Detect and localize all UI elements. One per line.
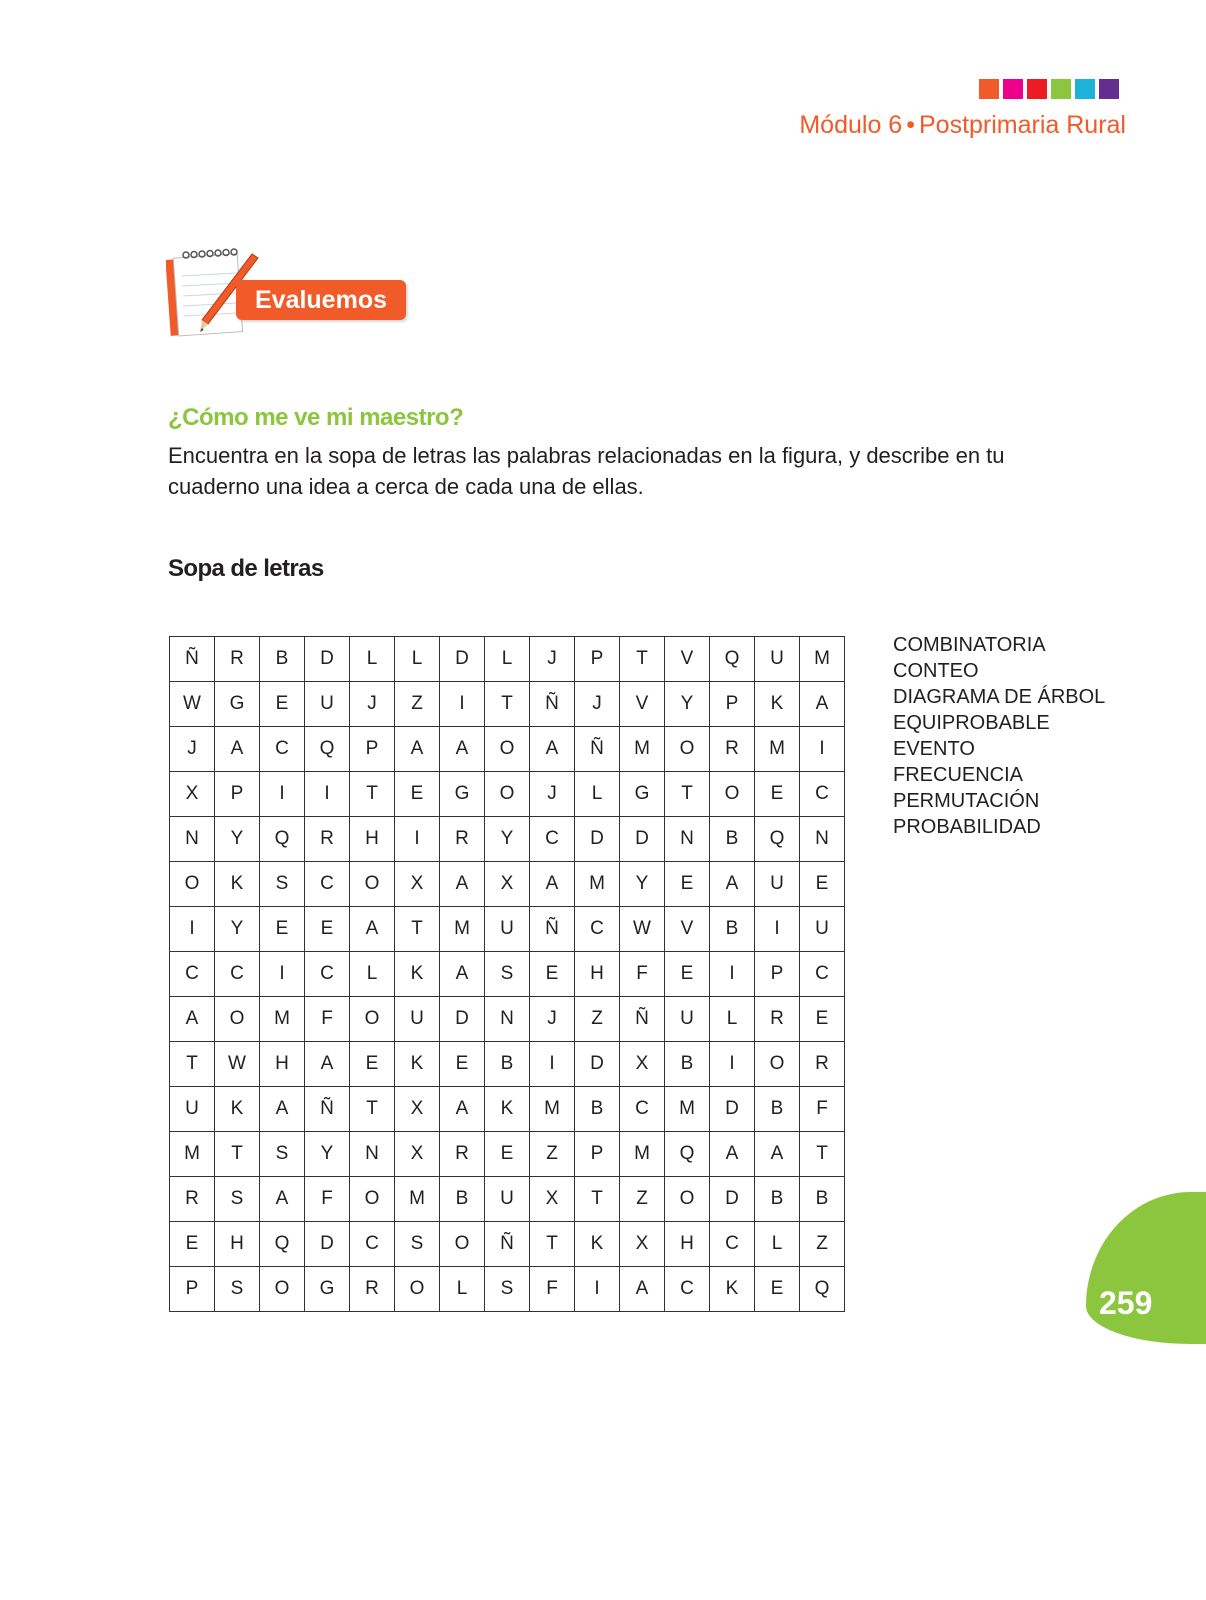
grid-cell: A — [710, 1132, 755, 1177]
grid-cell: C — [800, 772, 845, 817]
grid-cell: B — [755, 1177, 800, 1222]
grid-row — [170, 772, 845, 817]
grid-cell: K — [215, 1087, 260, 1132]
grid-cell: A — [305, 1042, 350, 1087]
grid-cell: Y — [620, 862, 665, 907]
grid-cell: M — [395, 1177, 440, 1222]
grid-cell: W — [620, 907, 665, 952]
grid-cell: W — [215, 1042, 260, 1087]
word-list-item: FRECUENCIA — [893, 764, 1024, 786]
grid-cell: B — [260, 637, 305, 682]
grid-cell: O — [665, 1177, 710, 1222]
grid-cell: O — [260, 1267, 305, 1312]
grid-cell: A — [350, 907, 395, 952]
grid-cell: F — [305, 997, 350, 1042]
grid-cell: R — [215, 637, 260, 682]
grid-cell: A — [710, 862, 755, 907]
grid-cell: S — [215, 1177, 260, 1222]
grid-cell: K — [755, 682, 800, 727]
grid-cell: I — [440, 682, 485, 727]
grid-cell: X — [620, 1222, 665, 1267]
grid-cell: S — [260, 862, 305, 907]
grid-cell: V — [665, 907, 710, 952]
grid-cell: L — [485, 637, 530, 682]
word-search-title: Sopa de letras — [168, 555, 324, 582]
grid-cell: Ñ — [485, 1222, 530, 1267]
grid-cell: B — [485, 1042, 530, 1087]
grid-cell: J — [170, 727, 215, 772]
grid-cell: A — [440, 727, 485, 772]
grid-cell: G — [215, 682, 260, 727]
grid-cell: R — [440, 1132, 485, 1177]
header-separator: • — [906, 111, 915, 139]
grid-cell: L — [575, 772, 620, 817]
grid-cell: L — [440, 1267, 485, 1312]
grid-cell: D — [710, 1087, 755, 1132]
grid-cell: R — [440, 817, 485, 862]
grid-cell: J — [530, 772, 575, 817]
grid-cell: C — [260, 727, 305, 772]
grid-cell: D — [620, 817, 665, 862]
word-list-item: PERMUTACIÓN — [893, 790, 1040, 812]
grid-cell: E — [170, 1222, 215, 1267]
evaluemos-label: Evaluemos — [236, 280, 406, 320]
grid-cell: C — [800, 952, 845, 997]
grid-cell: N — [170, 817, 215, 862]
grid-cell: R — [800, 1042, 845, 1087]
grid-row — [170, 682, 845, 727]
grid-cell: P — [215, 772, 260, 817]
grid-cell: Y — [485, 817, 530, 862]
grid-cell: E — [530, 952, 575, 997]
grid-cell: I — [260, 772, 305, 817]
grid-cell: E — [665, 862, 710, 907]
grid-cell: O — [395, 1267, 440, 1312]
grid-cell: S — [485, 952, 530, 997]
grid-cell: Ñ — [305, 1087, 350, 1132]
color-square — [1075, 79, 1095, 99]
grid-cell: A — [440, 1087, 485, 1132]
grid-cell: S — [260, 1132, 305, 1177]
section-subtitle: ¿Cómo me ve mi maestro? — [168, 404, 464, 431]
grid-cell: R — [350, 1267, 395, 1312]
grid-cell: H — [260, 1042, 305, 1087]
grid-cell: B — [800, 1177, 845, 1222]
grid-cell: T — [350, 1087, 395, 1132]
grid-row — [170, 1042, 845, 1087]
grid-cell: M — [260, 997, 305, 1042]
grid-cell: R — [170, 1177, 215, 1222]
grid-cell: L — [350, 637, 395, 682]
grid-cell: F — [530, 1267, 575, 1312]
grid-cell: R — [305, 817, 350, 862]
grid-cell: H — [215, 1222, 260, 1267]
grid-row — [170, 727, 845, 772]
grid-cell: K — [710, 1267, 755, 1312]
grid-cell: A — [800, 682, 845, 727]
instructions-text: Encuentra en la sopa de letras las palabras relacionadas en la figura, y describe en tu cuaderno una idea a cerca de cada una de ellas. — [168, 443, 1005, 499]
grid-row — [170, 1087, 845, 1132]
grid-cell: X — [620, 1042, 665, 1087]
grid-cell: K — [395, 1042, 440, 1087]
grid-cell: S — [395, 1222, 440, 1267]
grid-row — [170, 1267, 845, 1312]
grid-cell: I — [710, 1042, 755, 1087]
grid-cell: I — [170, 907, 215, 952]
word-list-item: PROBABILIDAD — [893, 816, 1041, 838]
color-square — [1027, 79, 1047, 99]
grid-cell: A — [260, 1177, 305, 1222]
word-search-grid — [169, 636, 845, 1312]
grid-cell: Ñ — [530, 907, 575, 952]
grid-cell: B — [575, 1087, 620, 1132]
grid-cell: X — [395, 862, 440, 907]
grid-cell: E — [395, 772, 440, 817]
grid-cell: D — [575, 817, 620, 862]
grid-cell: N — [665, 817, 710, 862]
word-list-item: COMBINATORIA — [893, 634, 1046, 656]
grid-cell: C — [710, 1222, 755, 1267]
grid-cell: E — [485, 1132, 530, 1177]
grid-cell: R — [755, 997, 800, 1042]
program-label: Postprimaria Rural — [918, 111, 1126, 139]
grid-cell: E — [350, 1042, 395, 1087]
grid-cell: T — [170, 1042, 215, 1087]
grid-cell: B — [665, 1042, 710, 1087]
grid-cell: Y — [215, 907, 260, 952]
grid-cell: V — [620, 682, 665, 727]
grid-cell: B — [710, 817, 755, 862]
grid-cell: C — [620, 1087, 665, 1132]
word-list-item: EQUIPROBABLE — [893, 712, 1050, 734]
grid-cell: C — [170, 952, 215, 997]
color-square — [1051, 79, 1071, 99]
grid-cell: D — [440, 997, 485, 1042]
grid-cell: X — [170, 772, 215, 817]
grid-cell: U — [755, 637, 800, 682]
grid-cell: C — [305, 862, 350, 907]
grid-cell: Q — [800, 1267, 845, 1312]
grid-cell: Y — [305, 1132, 350, 1177]
grid-cell: Z — [620, 1177, 665, 1222]
grid-cell: N — [800, 817, 845, 862]
grid-cell: P — [575, 1132, 620, 1177]
grid-cell: B — [710, 907, 755, 952]
word-list — [893, 632, 1105, 840]
grid-cell: K — [485, 1087, 530, 1132]
grid-cell: Y — [215, 817, 260, 862]
grid-cell: L — [350, 952, 395, 997]
grid-cell: M — [620, 727, 665, 772]
grid-row — [170, 862, 845, 907]
grid-row — [170, 1177, 845, 1222]
grid-cell: P — [350, 727, 395, 772]
grid-cell: A — [170, 997, 215, 1042]
page-number: 259 — [1099, 1285, 1153, 1321]
grid-cell: T — [620, 637, 665, 682]
grid-cell: Ñ — [620, 997, 665, 1042]
grid-cell: U — [305, 682, 350, 727]
grid-cell: S — [485, 1267, 530, 1312]
grid-cell: J — [575, 682, 620, 727]
grid-cell: D — [305, 637, 350, 682]
grid-cell: J — [350, 682, 395, 727]
grid-cell: B — [755, 1087, 800, 1132]
grid-cell: A — [260, 1087, 305, 1132]
grid-cell: O — [710, 772, 755, 817]
grid-cell: W — [170, 682, 215, 727]
grid-cell: N — [350, 1132, 395, 1177]
grid-cell: D — [710, 1177, 755, 1222]
grid-cell: U — [800, 907, 845, 952]
grid-cell: G — [305, 1267, 350, 1312]
grid-cell: K — [575, 1222, 620, 1267]
grid-cell: M — [665, 1087, 710, 1132]
grid-cell: U — [485, 1177, 530, 1222]
grid-cell: Z — [800, 1222, 845, 1267]
grid-cell: T — [530, 1222, 575, 1267]
grid-cell: I — [575, 1267, 620, 1312]
word-list-item: CONTEO — [893, 660, 979, 682]
word-list-item: DIAGRAMA DE ÁRBOL — [893, 686, 1106, 708]
grid-cell: Q — [305, 727, 350, 772]
module-color-bar — [979, 79, 1119, 99]
grid-row — [170, 1132, 845, 1177]
grid-cell: E — [665, 952, 710, 997]
grid-cell: E — [260, 682, 305, 727]
grid-cell: H — [575, 952, 620, 997]
grid-cell: M — [800, 637, 845, 682]
grid-cell: Q — [260, 817, 305, 862]
grid-cell: G — [440, 772, 485, 817]
grid-cell: Q — [710, 637, 755, 682]
grid-cell: J — [530, 997, 575, 1042]
grid-cell: T — [350, 772, 395, 817]
grid-cell: E — [260, 907, 305, 952]
grid-cell: E — [755, 772, 800, 817]
grid-cell: T — [485, 682, 530, 727]
grid-cell: I — [710, 952, 755, 997]
grid-cell: I — [305, 772, 350, 817]
grid-cell: Ñ — [530, 682, 575, 727]
grid-cell: I — [260, 952, 305, 997]
grid-cell: D — [305, 1222, 350, 1267]
grid-cell: I — [395, 817, 440, 862]
grid-cell: P — [170, 1267, 215, 1312]
grid-cell: Ñ — [170, 637, 215, 682]
grid-cell: M — [170, 1132, 215, 1177]
grid-cell: O — [350, 862, 395, 907]
grid-cell: A — [440, 952, 485, 997]
running-header — [799, 111, 1126, 140]
grid-cell: D — [575, 1042, 620, 1087]
grid-cell: H — [350, 817, 395, 862]
grid-cell: L — [710, 997, 755, 1042]
grid-cell: U — [485, 907, 530, 952]
grid-cell: T — [800, 1132, 845, 1177]
grid-cell: Y — [665, 682, 710, 727]
grid-cell: O — [350, 1177, 395, 1222]
grid-cell: B — [440, 1177, 485, 1222]
grid-cell: P — [575, 637, 620, 682]
grid-cell: M — [575, 862, 620, 907]
grid-cell: M — [755, 727, 800, 772]
grid-cell: R — [710, 727, 755, 772]
grid-row — [170, 952, 845, 997]
grid-cell: O — [485, 772, 530, 817]
grid-cell: A — [620, 1267, 665, 1312]
grid-cell: C — [575, 907, 620, 952]
grid-cell: X — [395, 1087, 440, 1132]
grid-cell: S — [215, 1267, 260, 1312]
grid-cell: L — [755, 1222, 800, 1267]
grid-cell: U — [170, 1087, 215, 1132]
module-label: Módulo 6 — [799, 111, 903, 139]
grid-cell: T — [575, 1177, 620, 1222]
grid-cell: A — [440, 862, 485, 907]
grid-cell: A — [530, 727, 575, 772]
grid-row — [170, 907, 845, 952]
grid-cell: C — [665, 1267, 710, 1312]
grid-cell: T — [395, 907, 440, 952]
grid-cell: G — [620, 772, 665, 817]
color-square — [1099, 79, 1119, 99]
grid-cell: U — [665, 997, 710, 1042]
grid-cell: O — [215, 997, 260, 1042]
grid-cell: H — [665, 1222, 710, 1267]
grid-cell: K — [215, 862, 260, 907]
grid-cell: C — [530, 817, 575, 862]
grid-cell: A — [215, 727, 260, 772]
grid-cell: T — [665, 772, 710, 817]
grid-cell: M — [440, 907, 485, 952]
grid-cell: U — [395, 997, 440, 1042]
grid-cell: O — [485, 727, 530, 772]
grid-cell: D — [440, 637, 485, 682]
grid-cell: U — [755, 862, 800, 907]
grid-cell: Ñ — [575, 727, 620, 772]
grid-cell: A — [530, 862, 575, 907]
grid-cell: X — [530, 1177, 575, 1222]
word-list-item: EVENTO — [893, 738, 975, 760]
grid-cell: C — [305, 952, 350, 997]
grid-cell: O — [170, 862, 215, 907]
grid-cell: E — [755, 1267, 800, 1312]
grid-cell: V — [665, 637, 710, 682]
grid-row — [170, 1222, 845, 1267]
grid-row — [170, 997, 845, 1042]
evaluemos-badge — [166, 246, 416, 346]
grid-cell: I — [800, 727, 845, 772]
grid-cell: Z — [395, 682, 440, 727]
grid-cell: Q — [665, 1132, 710, 1177]
grid-cell: E — [305, 907, 350, 952]
grid-row — [170, 817, 845, 862]
grid-cell: E — [800, 862, 845, 907]
grid-cell: I — [755, 907, 800, 952]
grid-cell: O — [665, 727, 710, 772]
grid-cell: X — [485, 862, 530, 907]
grid-cell: P — [710, 682, 755, 727]
grid-cell: F — [800, 1087, 845, 1132]
grid-cell: A — [395, 727, 440, 772]
grid-cell: O — [440, 1222, 485, 1267]
grid-cell: C — [215, 952, 260, 997]
color-square — [1003, 79, 1023, 99]
grid-cell: C — [350, 1222, 395, 1267]
grid-cell: M — [620, 1132, 665, 1177]
grid-cell: M — [530, 1087, 575, 1132]
grid-cell: K — [395, 952, 440, 997]
grid-cell: I — [530, 1042, 575, 1087]
grid-cell: Q — [755, 817, 800, 862]
grid-cell: A — [755, 1132, 800, 1177]
grid-cell: F — [305, 1177, 350, 1222]
grid-cell: Q — [260, 1222, 305, 1267]
grid-cell: P — [755, 952, 800, 997]
grid-cell: E — [440, 1042, 485, 1087]
grid-cell: O — [755, 1042, 800, 1087]
grid-cell: O — [350, 997, 395, 1042]
grid-cell: F — [620, 952, 665, 997]
grid-cell: N — [485, 997, 530, 1042]
grid-cell: T — [215, 1132, 260, 1177]
color-square — [979, 79, 999, 99]
grid-cell: L — [395, 637, 440, 682]
grid-cell: J — [530, 637, 575, 682]
grid-row — [170, 637, 845, 682]
grid-cell: Z — [530, 1132, 575, 1177]
grid-cell: X — [395, 1132, 440, 1177]
grid-cell: E — [800, 997, 845, 1042]
grid-cell: Z — [575, 997, 620, 1042]
